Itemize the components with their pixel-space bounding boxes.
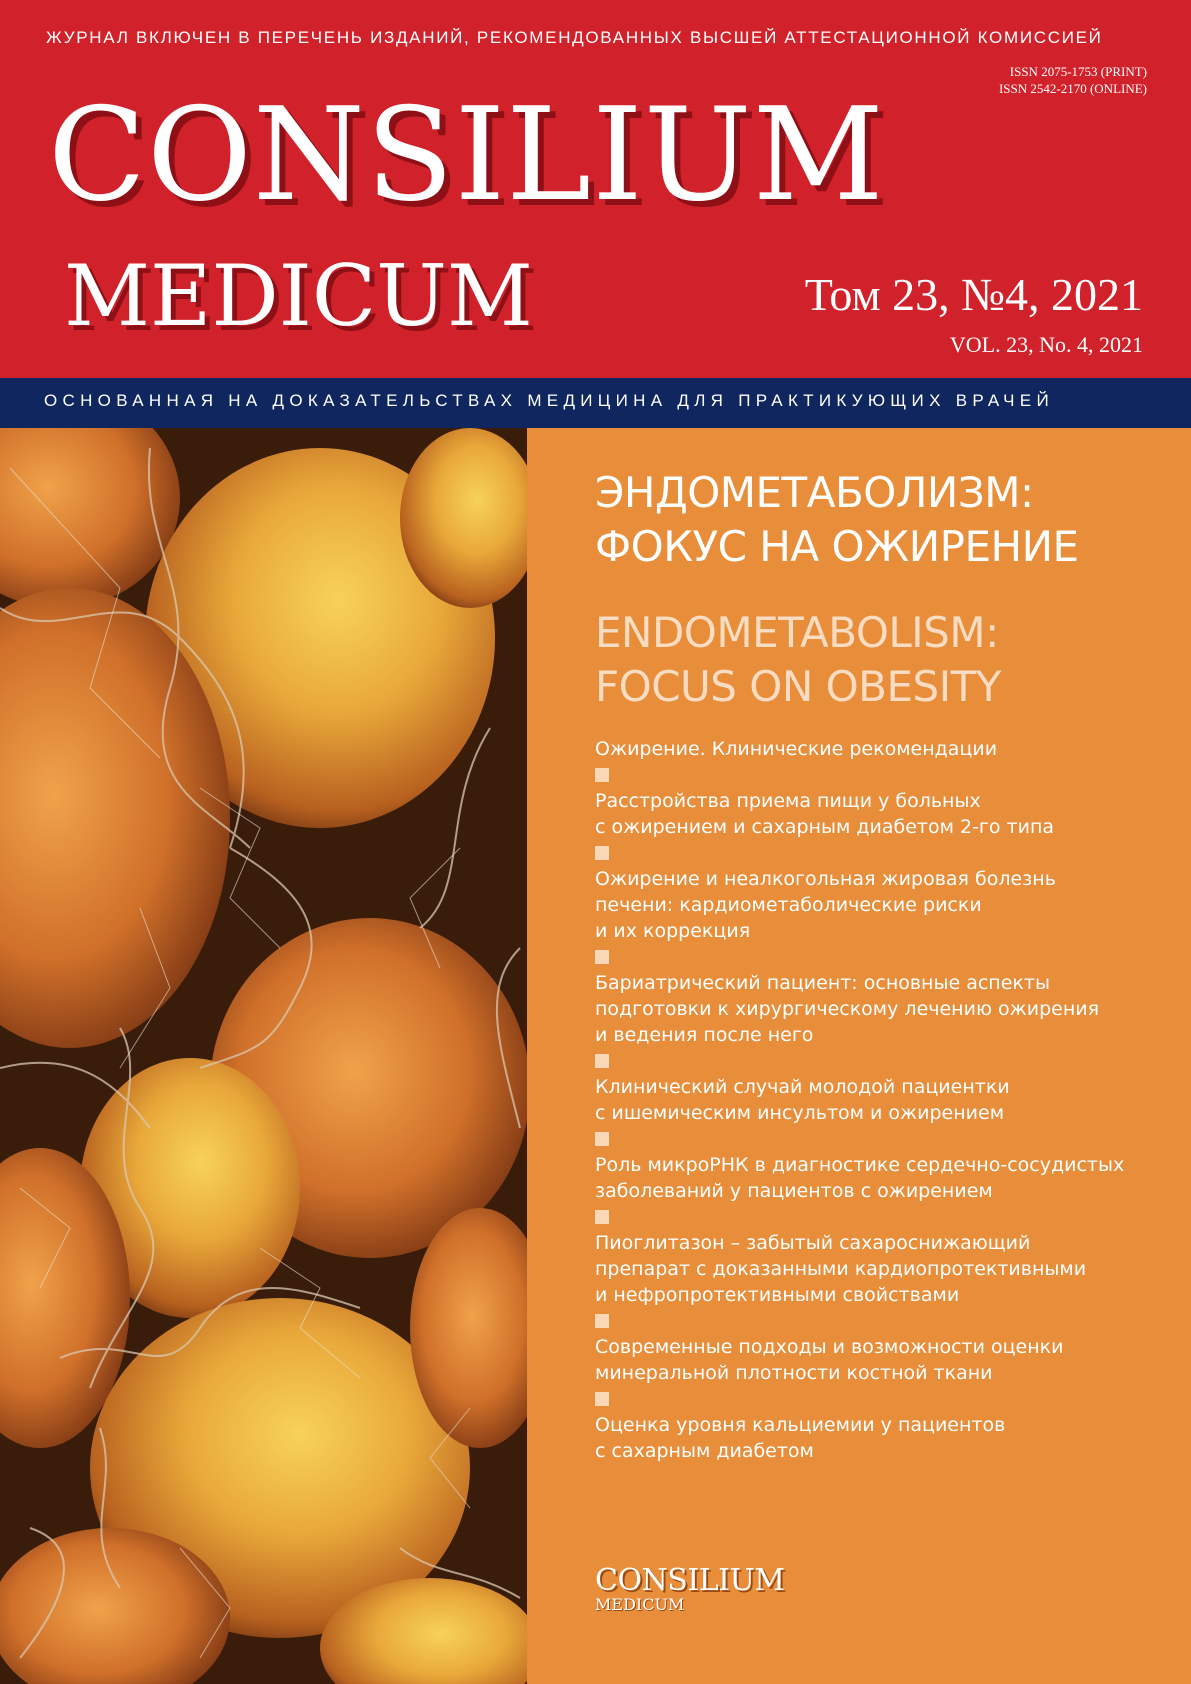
toc-item: Современные подходы и возможности оценки минеральной плотности костной ткани [595,1336,1064,1384]
square-bullet-icon [595,846,609,860]
footer-logo [595,1563,785,1614]
volume-en: VOL. 23, No. 4, 2021 [949,332,1143,357]
toc-item: Клинический случай молодой пациентки с ишемическим инсультом и ожирением [595,1076,1010,1124]
issn-print: ISSN 2075-1753 (PRINT) [1009,64,1147,79]
table-of-contents [595,736,1155,1464]
adipose-cells-illustration [0,428,527,1684]
cover-photo [0,428,527,1684]
square-bullet-icon [595,1314,609,1328]
footer-logo-sub: MEDICUM [595,1595,685,1614]
topic-ru-line1: ЭНДОМЕТАБОЛИЗМ: [595,468,1034,517]
vak-notice: ЖУРНАЛ ВКЛЮЧЕН В ПЕРЕЧЕНЬ ИЗДАНИЙ, РЕКОМЕНДОВАННЫХ ВЫСШЕЙ АТТЕСТАЦИОННОЙ КОМИССИЕЙ [46,28,1103,47]
topic-en-line2: FOCUS ON OBESITY [595,662,1001,711]
square-bullet-icon [595,768,609,782]
footer-logo-main: CONSILIUM [595,1563,785,1598]
issn-online: ISSN 2542-2170 (ONLINE) [998,81,1147,96]
topic-en-line1: ENDOMETABOLISM: [595,608,999,657]
toc-item: Пиоглитазон – забытый сахароснижающий препарат с доказанными кардиопротективными и нефропротективными свойствами [595,1232,1087,1306]
square-bullet-icon [595,1210,609,1224]
toc-item: Бариатрический пациент: основные аспекты подготовки к хирургическому лечению ожирения и ведения после него [595,972,1100,1046]
square-bullet-icon [595,950,609,964]
toc-item: Роль микроРНК в диагностике сердечно-сосудистых заболеваний у пациентов с ожирением [595,1154,1125,1202]
square-bullet-icon [595,1392,609,1406]
square-bullet-icon [595,1054,609,1068]
toc-item: Ожирение. Клинические рекомендации [595,738,998,760]
topic-en [595,606,1001,714]
topic-ru-line2: ФОКУС НА ОЖИРЕНИЕ [595,522,1079,571]
tagline: ОСНОВАННАЯ НА ДОКАЗАТЕЛЬСТВАХ МЕДИЦИНА ДЛЯ ПРАКТИКУЮЩИХ ВРАЧЕЙ [44,391,1054,410]
square-bullet-icon [595,1132,609,1146]
topic-ru [595,466,1079,574]
journal-logo-sub: MEDICUM [64,247,533,345]
toc-item: Расстройства приема пищи у больных с ожирением и сахарным диабетом 2-го типа [595,790,1055,838]
volume-ru: Том 23, №4, 2021 [804,269,1143,320]
toc-item: Оценка уровня кальциемии у пациентов с сахарным диабетом [595,1414,1006,1462]
toc-item: Ожирение и неалкогольная жировая болезнь печени: кардиометаболические риски и их коррекция [595,868,1056,942]
journal-logo-main: CONSILIUM [48,81,885,230]
